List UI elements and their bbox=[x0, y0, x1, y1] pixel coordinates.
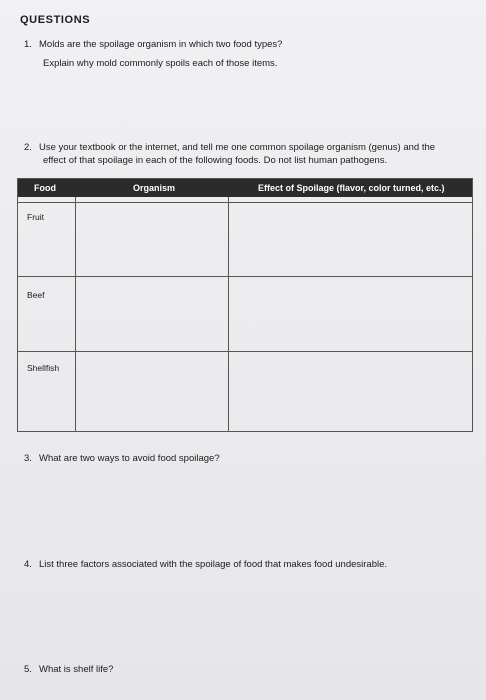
question-2 bbox=[24, 141, 474, 154]
row-divider bbox=[18, 202, 472, 203]
question-2-number: 2. bbox=[24, 142, 32, 153]
question-5-number: 5. bbox=[24, 664, 32, 675]
question-4-number: 4. bbox=[24, 559, 32, 570]
column-divider bbox=[75, 197, 76, 432]
row-label-shellfish: Shellfish bbox=[27, 363, 60, 373]
header-organism: Organism bbox=[133, 183, 176, 193]
row-divider bbox=[18, 276, 472, 277]
question-4 bbox=[24, 558, 387, 571]
row-label-beef: Beef bbox=[27, 290, 45, 300]
question-1-followup: Explain why mold commonly spoils each of those items. bbox=[43, 58, 278, 69]
row-divider bbox=[18, 351, 472, 352]
question-3-number: 3. bbox=[24, 453, 32, 464]
question-1 bbox=[24, 38, 282, 51]
question-5 bbox=[24, 663, 113, 676]
column-divider bbox=[228, 197, 229, 432]
page-heading: QUESTIONS bbox=[20, 14, 91, 26]
question-1-text: Molds are the spoilage organism in which two food types? bbox=[39, 39, 283, 50]
header-food: Food bbox=[34, 183, 56, 193]
question-3-text: What are two ways to avoid food spoilage? bbox=[39, 453, 220, 464]
question-4-text: List three factors associated with the spoilage of food that makes food undesirable. bbox=[39, 559, 388, 570]
question-3 bbox=[24, 452, 220, 465]
question-5-text: What is shelf life? bbox=[39, 664, 114, 675]
question-1-number: 1. bbox=[24, 39, 32, 50]
header-effect: Effect of Spoilage (flavor, color turned, etc.) bbox=[258, 183, 445, 193]
row-label-fruit: Fruit bbox=[27, 212, 44, 222]
question-2-text-line2: effect of that spoilage in each of the following foods. Do not list human pathogens. bbox=[43, 155, 388, 166]
spoilage-table bbox=[17, 178, 473, 432]
question-2-text: Use your textbook or the internet, and tell me one common spoilage organism (genus) and the bbox=[39, 142, 436, 153]
table-header-row bbox=[18, 179, 472, 197]
